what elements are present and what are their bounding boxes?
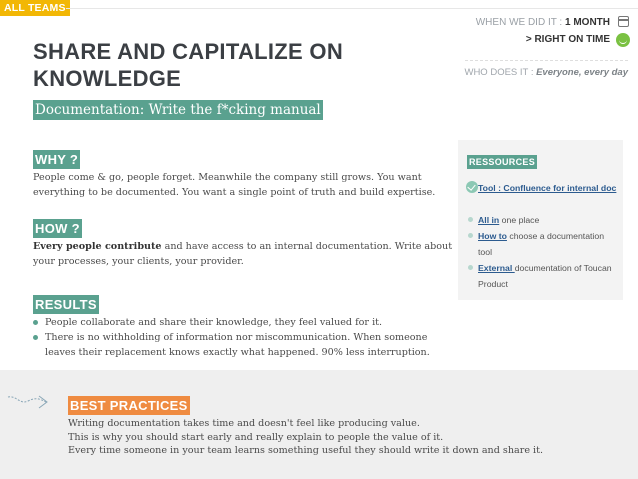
dashed-divider (465, 60, 628, 61)
bullet-icon (468, 217, 473, 222)
best-practices-line: Every time someone in your team learns something useful they should write it down and share it. (68, 445, 544, 456)
smiley-icon (616, 33, 630, 47)
why-heading: WHY ? (35, 152, 79, 167)
resource-text: documentation of Toucan Product (478, 263, 612, 289)
page-title: SHARE AND CAPITALIZE ON KNOWLEDGE (33, 39, 344, 91)
best-practices-heading: BEST PRACTICES (70, 398, 188, 413)
results-item: There is no withholding of information nor miscommunication. When someone leaves their replacement knows exactly what happened. 90% less interruption. (33, 330, 453, 360)
resource-item (467, 228, 617, 260)
when-block (476, 16, 610, 47)
best-practices-band (0, 370, 638, 479)
how-text-rest: and have access to an internal documentation. Write about your processes, your clients, your provider. (33, 241, 453, 267)
results-heading: RESULTS (35, 297, 97, 312)
resources-heading: RESSOURCES (469, 157, 536, 167)
when-label: WHEN WE DID IT : (475, 17, 565, 28)
best-practices-line: Writing documentation takes time and doesn't feel like producing value. (68, 418, 420, 429)
bullet-icon (468, 265, 473, 270)
who-value: Everyone, every day (536, 67, 628, 78)
when-status: > RIGHT ON TIME (525, 34, 610, 45)
resource-link-all-in[interactable]: All in (478, 215, 500, 225)
best-practices-text (68, 417, 628, 458)
who-block (464, 67, 628, 78)
resource-text: choose a documentation tool (478, 231, 605, 257)
calendar-icon (618, 16, 629, 27)
when-row (476, 16, 610, 30)
resource-link-tool[interactable]: Tool : (478, 183, 504, 193)
top-divider (66, 8, 638, 9)
resource-item (467, 260, 617, 292)
how-text (33, 239, 453, 269)
resource-text[interactable]: Confluence for internal doc (503, 183, 617, 193)
best-practices-line: This is why you should start early and really explain to people the value of it. (68, 431, 444, 443)
all-teams-tag: ALL TEAMS (0, 0, 70, 16)
page-subtitle: Documentation: Write the f*cking manual (35, 102, 321, 118)
resource-item (467, 212, 617, 228)
resource-link-how-to[interactable]: How to (478, 231, 507, 241)
how-heading: HOW ? (35, 221, 80, 236)
when-value: 1 MONTH (565, 17, 610, 28)
resources-panel (458, 140, 623, 300)
resource-link-external[interactable]: External (478, 263, 515, 273)
who-label: WHO DOES IT : (464, 67, 537, 78)
bullet-icon (468, 233, 473, 238)
arrow-icon (6, 391, 52, 411)
resource-text: one place (499, 215, 540, 225)
resource-item (467, 180, 617, 196)
check-icon (466, 181, 478, 193)
how-text-bold: Every people contribute (33, 241, 162, 252)
why-text: People come & go, people forget. Meanwhile the company still grows. You want everything to be documented. You want a single point of truth and build expertise. (33, 172, 436, 198)
results-item: People collaborate and share their knowledge, they feel valued for it. (33, 315, 453, 330)
results-list (33, 315, 453, 360)
